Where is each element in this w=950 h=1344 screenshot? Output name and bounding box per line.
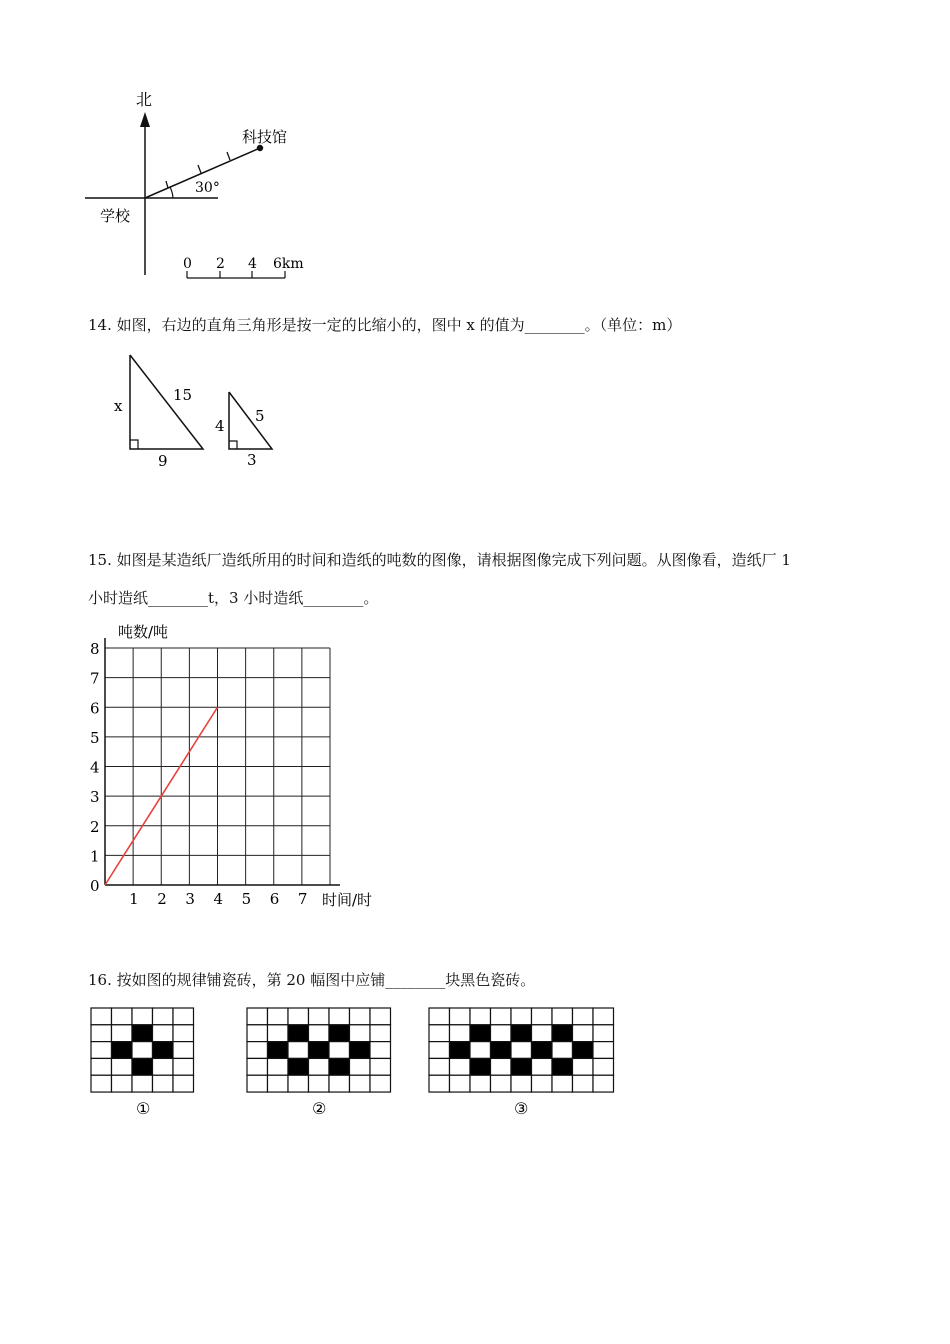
scale-label: 2 — [216, 256, 225, 272]
white-tile — [268, 1025, 289, 1042]
white-tile — [491, 1058, 512, 1075]
angle-arc — [170, 187, 173, 198]
white-tile — [370, 1042, 391, 1059]
small-hyp-label: 5 — [255, 407, 265, 425]
white-tile — [350, 1025, 371, 1042]
white-tile — [288, 1075, 309, 1092]
x-tick-label: 3 — [185, 890, 195, 908]
white-tile — [173, 1008, 194, 1025]
white-tile — [173, 1042, 194, 1059]
black-tile — [552, 1025, 573, 1042]
x-tick-label: 5 — [241, 890, 252, 908]
white-tile — [247, 1042, 268, 1059]
right-angle-mark — [229, 441, 237, 449]
white-tile — [593, 1042, 614, 1059]
black-tile — [132, 1025, 153, 1042]
white-tile — [112, 1008, 133, 1025]
black-tile — [288, 1058, 309, 1075]
x-tick-label: 6 — [269, 890, 280, 908]
origin-label: 学校 — [100, 207, 131, 225]
white-tile — [350, 1058, 371, 1075]
black-tile — [329, 1025, 350, 1042]
white-tile — [491, 1025, 512, 1042]
x-tick-label: 7 — [297, 890, 308, 908]
destination-label: 科技馆 — [242, 128, 288, 146]
white-tile — [429, 1025, 450, 1042]
white-tile — [532, 1058, 553, 1075]
white-tile — [91, 1058, 112, 1075]
white-tile — [532, 1025, 553, 1042]
white-tile — [532, 1075, 553, 1092]
chart-axes — [105, 638, 340, 885]
white-tile — [573, 1025, 594, 1042]
white-tile — [552, 1008, 573, 1025]
white-tile — [491, 1075, 512, 1092]
chart-grid — [105, 648, 330, 885]
white-tile — [470, 1008, 491, 1025]
tile-patterns-figure — [80, 1000, 640, 1125]
white-tile — [112, 1075, 133, 1092]
black-tile — [532, 1042, 553, 1059]
ray-tick — [166, 181, 168, 188]
chart-x-axis-label: 时间/时 — [322, 891, 373, 909]
question-15-line1: 15. 如图是某造纸厂造纸所用的时间和造纸的吨数的图像，请根据图像完成下列问题。从图像看，造纸厂 1 — [88, 551, 791, 569]
small-base-label: 3 — [247, 451, 257, 469]
black-tile — [153, 1042, 174, 1059]
white-tile — [511, 1075, 532, 1092]
y-tick-label: 1 — [90, 847, 100, 866]
white-tile — [370, 1008, 391, 1025]
white-tile — [450, 1075, 471, 1092]
white-tile — [573, 1075, 594, 1092]
white-tile — [552, 1075, 573, 1092]
white-tile — [593, 1025, 614, 1042]
y-tick-label: 7 — [90, 669, 100, 688]
figure-label-1: ① — [136, 1099, 151, 1118]
white-tile — [268, 1075, 289, 1092]
white-tile — [153, 1075, 174, 1092]
black-tile — [470, 1058, 491, 1075]
white-tile — [511, 1008, 532, 1025]
question-15-line2: 小时造纸________t，3 小时造纸________。 — [88, 589, 379, 607]
white-tile — [429, 1042, 450, 1059]
black-tile — [268, 1042, 289, 1059]
white-tile — [247, 1025, 268, 1042]
white-tile — [370, 1058, 391, 1075]
white-tile — [511, 1042, 532, 1059]
black-tile — [552, 1058, 573, 1075]
black-tile — [329, 1058, 350, 1075]
white-tile — [450, 1025, 471, 1042]
white-tile — [309, 1008, 330, 1025]
white-tile — [247, 1058, 268, 1075]
black-tile — [132, 1058, 153, 1075]
figure-label-3: ③ — [514, 1099, 529, 1118]
white-tile — [470, 1042, 491, 1059]
white-tile — [112, 1025, 133, 1042]
big-hyp-label: 15 — [173, 386, 193, 404]
white-tile — [450, 1008, 471, 1025]
white-tile — [329, 1075, 350, 1092]
black-tile — [470, 1025, 491, 1042]
y-tick-label: 0 — [90, 877, 100, 895]
white-tile — [132, 1075, 153, 1092]
white-tile — [153, 1058, 174, 1075]
north-arrow-icon — [140, 112, 150, 127]
ray-tick — [227, 152, 230, 160]
white-tile — [268, 1058, 289, 1075]
white-tile — [491, 1008, 512, 1025]
north-label: 北 — [136, 90, 153, 109]
white-tile — [309, 1058, 330, 1075]
white-tile — [173, 1058, 194, 1075]
white-tile — [429, 1008, 450, 1025]
y-tick-label: 4 — [90, 758, 100, 777]
angle-label: 30° — [195, 180, 220, 196]
chart-y-axis-label: 吨数/吨 — [118, 623, 169, 641]
white-tile — [153, 1008, 174, 1025]
ray-tick — [198, 165, 201, 173]
white-tile — [91, 1025, 112, 1042]
black-tile — [450, 1042, 471, 1059]
black-tile — [511, 1058, 532, 1075]
white-tile — [429, 1075, 450, 1092]
black-tile — [350, 1042, 371, 1059]
white-tile — [247, 1008, 268, 1025]
white-tile — [91, 1042, 112, 1059]
y-tick-label: 6 — [90, 699, 100, 718]
scale-label: 0 — [183, 256, 192, 272]
white-tile — [173, 1025, 194, 1042]
triangles-figure — [100, 345, 300, 475]
white-tile — [552, 1042, 573, 1059]
question-14-text: 14. 如图，右边的直角三角形是按一定的比缩小的，图中 x 的值为________。（单位：m） — [88, 316, 682, 334]
black-tile — [511, 1025, 532, 1042]
black-tile — [573, 1042, 594, 1059]
white-tile — [329, 1008, 350, 1025]
white-tile — [329, 1042, 350, 1059]
white-tile — [370, 1025, 391, 1042]
y-tick-label: 2 — [90, 817, 100, 836]
x-tick-label: 2 — [157, 890, 167, 908]
white-tile — [593, 1058, 614, 1075]
white-tile — [112, 1058, 133, 1075]
right-angle-mark — [130, 440, 138, 449]
question-16-text: 16. 按如图的规律铺瓷砖，第 20 幅图中应铺________块黑色瓷砖。 — [88, 971, 536, 989]
white-tile — [573, 1008, 594, 1025]
x-tick-label: 1 — [129, 890, 139, 908]
paper-production-chart — [80, 615, 400, 915]
white-tile — [370, 1075, 391, 1092]
y-tick-label: 8 — [90, 640, 100, 658]
black-tile — [309, 1042, 330, 1059]
white-tile — [470, 1075, 491, 1092]
tile-grids — [91, 1008, 614, 1092]
white-tile — [91, 1075, 112, 1092]
white-tile — [593, 1075, 614, 1092]
white-tile — [429, 1058, 450, 1075]
y-tick-label: 3 — [90, 788, 100, 807]
direction-figure — [80, 85, 320, 285]
black-tile — [112, 1042, 133, 1059]
white-tile — [309, 1075, 330, 1092]
x-tick-label: 4 — [213, 890, 224, 908]
white-tile — [153, 1025, 174, 1042]
big-left-label: x — [114, 397, 123, 415]
white-tile — [450, 1058, 471, 1075]
black-tile — [491, 1042, 512, 1059]
white-tile — [132, 1042, 153, 1059]
white-tile — [350, 1008, 371, 1025]
white-tile — [593, 1008, 614, 1025]
white-tile — [173, 1075, 194, 1092]
white-tile — [247, 1075, 268, 1092]
white-tile — [288, 1042, 309, 1059]
white-tile — [532, 1008, 553, 1025]
white-tile — [573, 1058, 594, 1075]
big-base-label: 9 — [158, 452, 168, 470]
scale-label: 4 — [248, 256, 257, 272]
white-tile — [309, 1025, 330, 1042]
figure-label-2: ② — [312, 1099, 327, 1118]
white-tile — [91, 1008, 112, 1025]
white-tile — [268, 1008, 289, 1025]
black-tile — [288, 1025, 309, 1042]
small-left-label: 4 — [215, 417, 225, 435]
white-tile — [350, 1075, 371, 1092]
chart-ticks — [90, 640, 307, 908]
white-tile — [132, 1008, 153, 1025]
y-tick-label: 5 — [90, 728, 100, 747]
white-tile — [288, 1008, 309, 1025]
scale-label: 6km — [273, 256, 304, 272]
